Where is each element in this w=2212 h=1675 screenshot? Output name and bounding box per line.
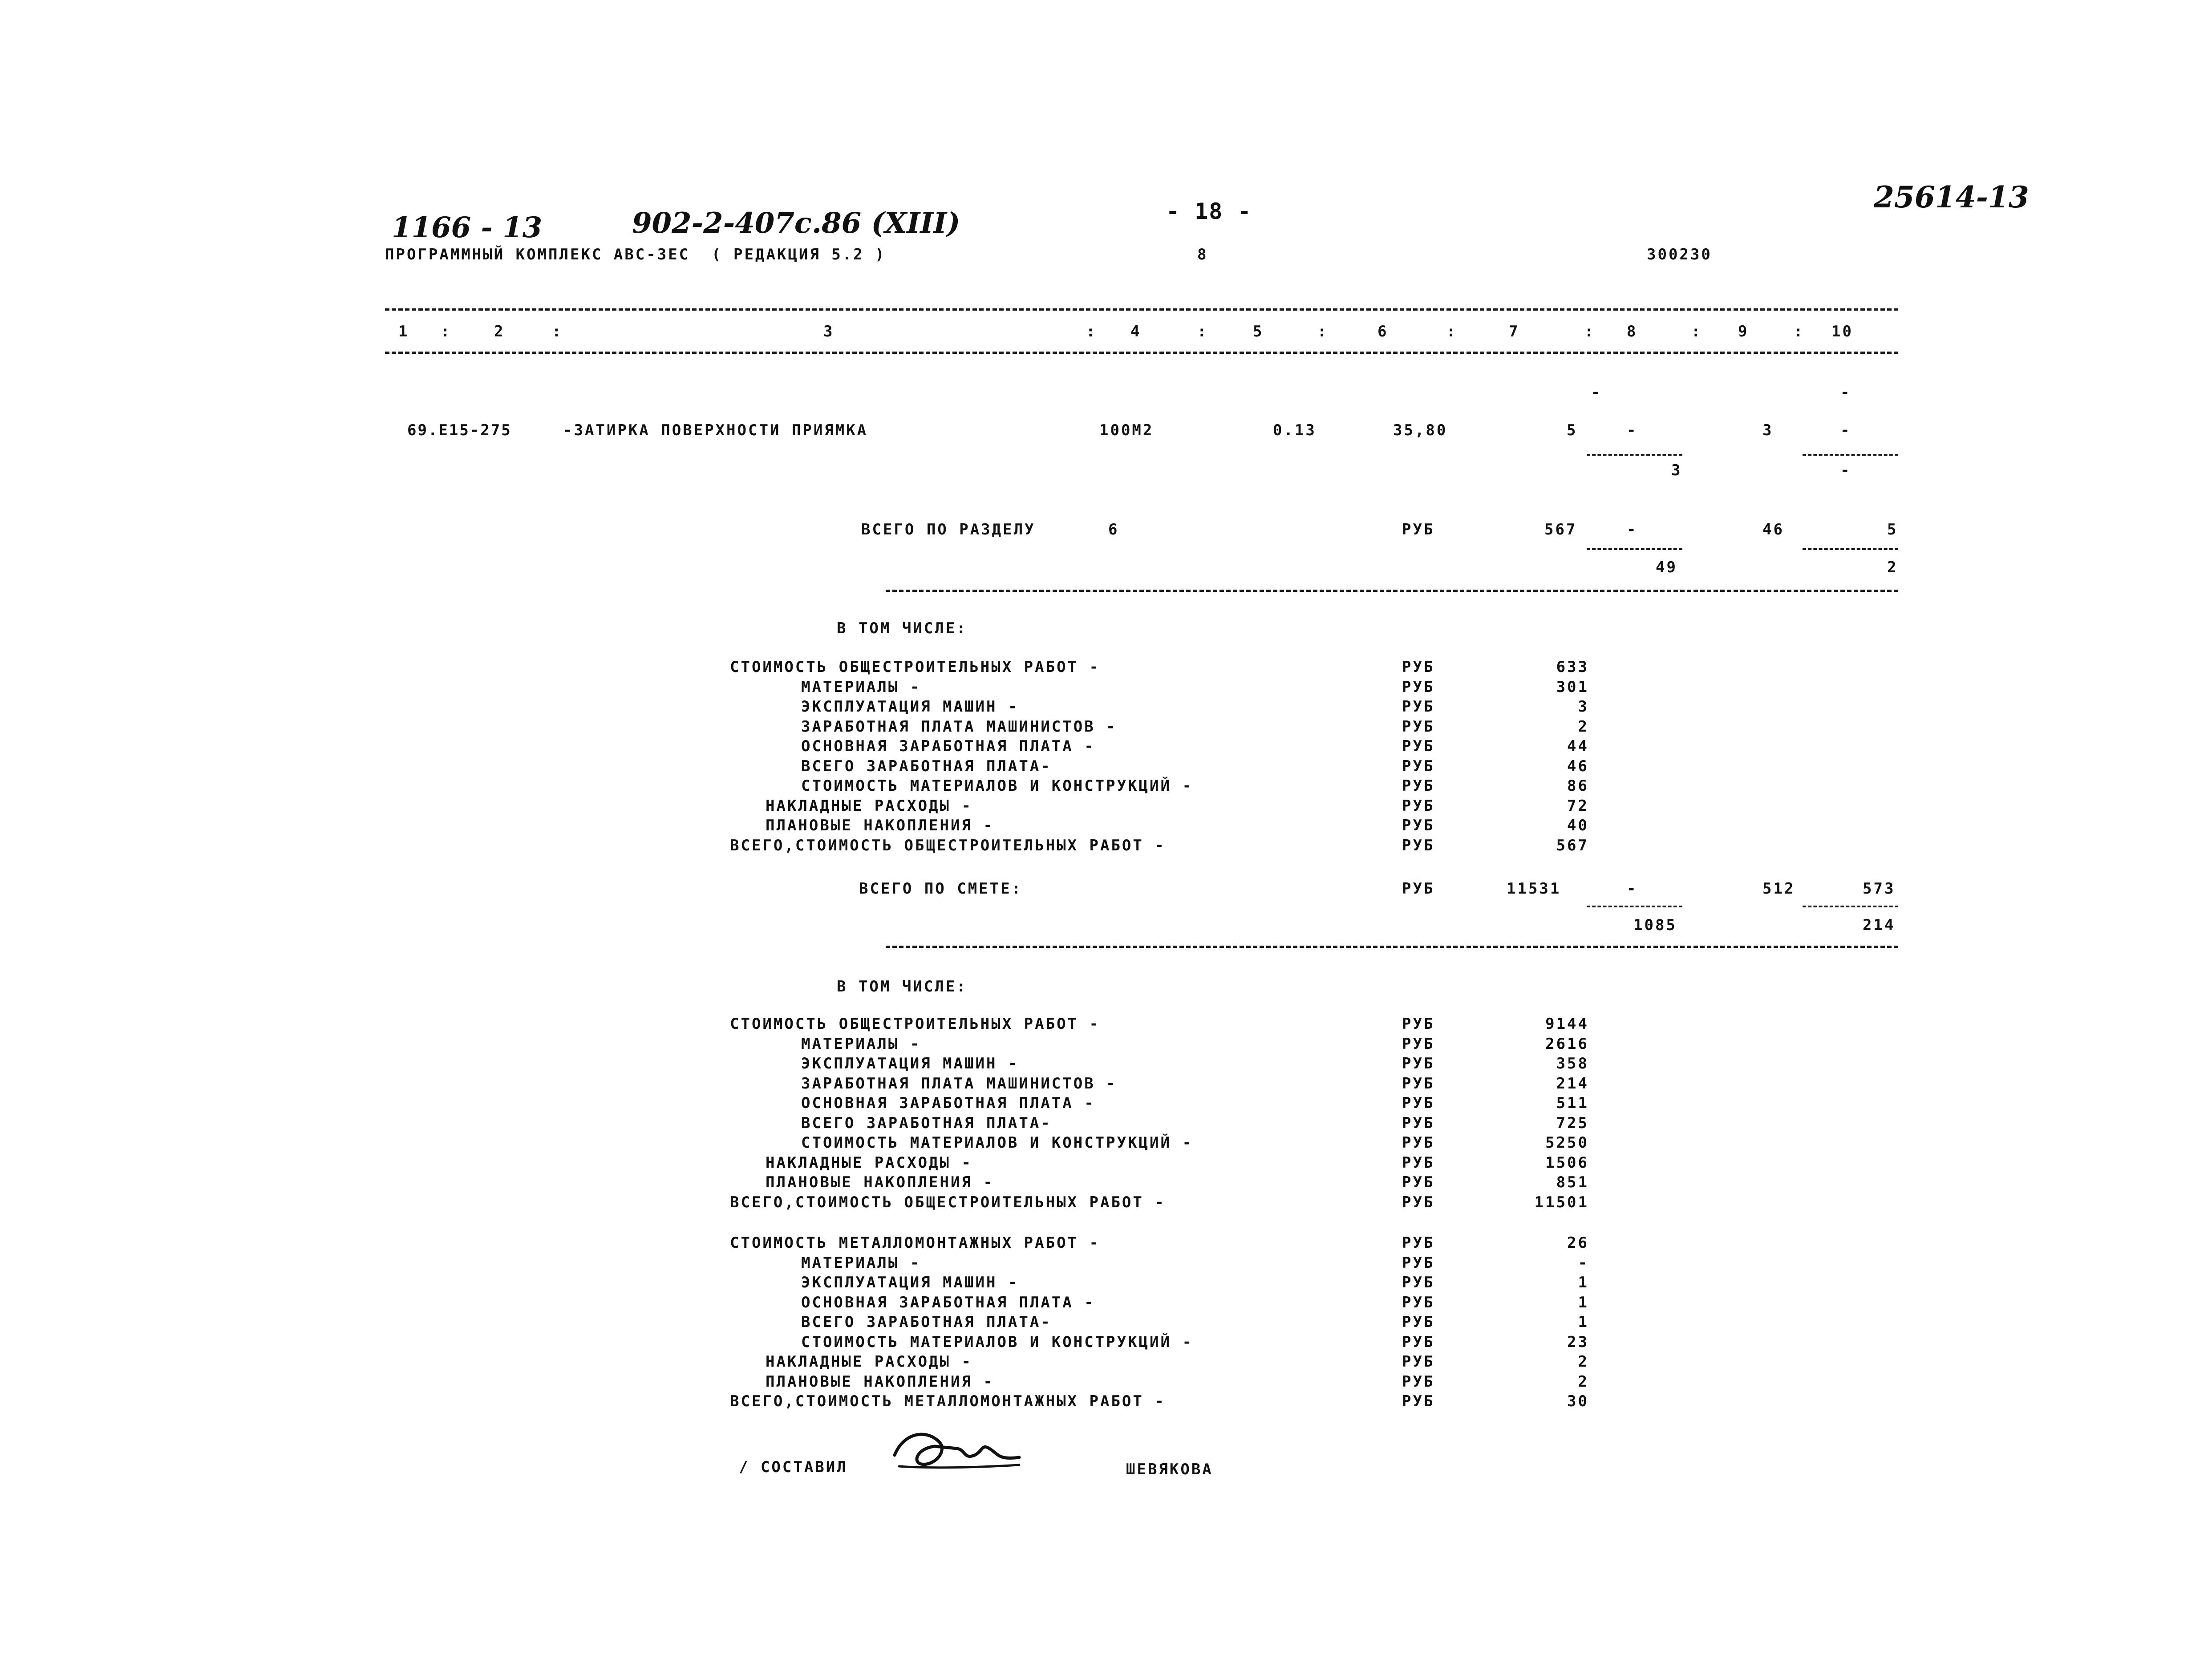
line-label: СТОИМОСТЬ МЕТАЛЛОМОНТАЖНЫХ РАБОТ - [730, 1234, 1100, 1252]
item-col8: - [1627, 421, 1638, 439]
section-total-col10-bottom: 2 [1887, 558, 1898, 576]
line-value: 1506 [1545, 1154, 1589, 1172]
line-value: 2 [1578, 1353, 1589, 1371]
line-unit: РУБ [1402, 1392, 1435, 1410]
line-unit: РУБ [1402, 698, 1435, 716]
line-value: 40 [1567, 817, 1589, 834]
line-unit: РУБ [1402, 658, 1435, 676]
col-4: 4 [1130, 323, 1142, 340]
line-unit: РУБ [1402, 1114, 1435, 1132]
line-label: ЗАРАБОТНАЯ ПЛАТА МАШИНИСТОВ - [801, 1075, 1117, 1092]
line-value: 567 [1556, 837, 1589, 854]
header-bottom-rule [385, 352, 1898, 354]
item-col8-bottom: 3 [1671, 461, 1682, 479]
line-unit: РУБ [1402, 678, 1435, 696]
breakdown-1-heading: В ТОМ ЧИСЛЕ: [837, 619, 968, 637]
line-label: СТОИМОСТЬ ОБЩЕСТРОИТЕЛЬНЫХ РАБОТ - [730, 658, 1100, 676]
line-value: 301 [1556, 678, 1589, 696]
compiled-by-label: / СОСТАВИЛ [739, 1458, 848, 1476]
item-col9: 3 [1762, 421, 1774, 439]
line-unit: РУБ [1402, 1134, 1435, 1152]
compiler-name: ШЕВЯКОВА [1126, 1461, 1213, 1478]
line-label: СТОИМОСТЬ МАТЕРИАЛОВ И КОНСТРУКЦИЙ - [801, 1134, 1193, 1152]
line-label: МАТЕРИАЛЫ - [801, 1035, 921, 1053]
line-value: 11501 [1534, 1194, 1589, 1211]
section-total-value: 567 [1544, 521, 1577, 538]
line-unit: РУБ [1402, 1194, 1435, 1211]
line-value: 1 [1578, 1274, 1589, 1291]
handwritten-project-code: 902-2-407с.86 (XIII) [632, 206, 960, 240]
line-unit: РУБ [1402, 777, 1435, 795]
line-unit: РУБ [1402, 1294, 1435, 1311]
line-label: ЗАРАБОТНАЯ ПЛАТА МАШИНИСТОВ - [801, 718, 1117, 736]
line-value: 214 [1556, 1075, 1589, 1092]
line-label: ОСНОВНАЯ ЗАРАБОТНАЯ ПЛАТА - [801, 1294, 1095, 1311]
line-label: ВСЕГО ЗАРАБОТНАЯ ПЛАТА- [801, 1114, 1052, 1132]
col-2: 2 [494, 323, 505, 340]
item-unit: 100М2 [1099, 421, 1154, 439]
line-unit: РУБ [1402, 1154, 1435, 1172]
section-total-col10: 5 [1887, 521, 1898, 538]
program-title: ПРОГРАММНЫЙ КОМПЛЕКС АВС-ЗЕС ( РЕДАКЦИЯ 5.2 ) [385, 246, 886, 263]
line-unit: РУБ [1402, 797, 1435, 815]
estimate-total-unit: РУБ [1402, 880, 1435, 898]
col-8: 8 [1627, 323, 1638, 340]
document-code: 300230 [1647, 246, 1712, 263]
col-9: 9 [1738, 323, 1749, 340]
header-top-rule [385, 308, 1898, 311]
line-label: НАКЛАДНЫЕ РАСХОДЫ - [766, 797, 972, 815]
handwritten-sheet-ref: 1166 - 13 [392, 211, 543, 244]
line-value: 9144 [1545, 1015, 1589, 1033]
line-unit: РУБ [1402, 1373, 1435, 1391]
estimate-rule [886, 946, 1898, 948]
line-label: ВСЕГО ЗАРАБОТНАЯ ПЛАТА- [801, 1313, 1052, 1331]
line-label: ЭКСПЛУАТАЦИЯ МАШИН - [801, 1055, 1019, 1072]
line-label: ВСЕГО,СТОИМОСТЬ ОБЩЕСТРОИТЕЛЬНЫХ РАБОТ - [730, 1194, 1166, 1211]
section-total-unit: РУБ [1402, 521, 1435, 538]
line-label: МАТЕРИАЛЫ - [801, 1254, 921, 1272]
line-value: 44 [1567, 737, 1589, 755]
col-7: 7 [1509, 323, 1520, 340]
sheet-index: 8 [1197, 246, 1208, 263]
breakdown-2-heading: В ТОМ ЧИСЛЕ: [837, 978, 968, 995]
line-unit: РУБ [1402, 1254, 1435, 1272]
estimate-page: 1166 - 13 902-2-407с.86 (XIII) 25614-13 - 18 - ПРОГРАММНЫЙ КОМПЛЕКС АВС-ЗЕС ( РЕДАКЦИЯ 5.2 ) 8 300230 1 2 3 4 5 6 7 8 9 10 : : : : : : : : : - - 69.Е15-275 -ЗАТИРКА ПОВЕРХНОСТИ ПРИЯМКА 100М2 0.13 35,80 5 - 3 - 3 - ВСЕГО ПО РАЗДЕЛУ 6 РУБ 567 - 46 5 49 2 В ТОМ ЧИСЛЕ: СТОИМОСТЬ ОБЩЕСТРОИТЕЛЬНЫХ РАБОТ - РУБ 633 МАТЕРИАЛЫ - РУБ 301 ЭКСПЛУАТАЦИЯ МАШИН - РУБ 3 ЗАРАБОТНАЯ ПЛАТА МАШИНИСТОВ - РУБ 2 ОСНОВНАЯ ЗАРАБОТНАЯ ПЛАТА - РУБ 44 ВСЕГО ЗАРАБОТНАЯ ПЛАТА- РУБ 46 СТОИМОСТЬ МАТЕРИАЛОВ И КОНСТРУКЦИЙ - РУБ 86 НАКЛАДНЫЕ РАСХОДЫ - РУБ 72 ПЛАНОВЫЕ НАКОПЛЕНИЯ - РУБ 40 ВСЕГО,СТОИМОСТЬ ОБЩЕСТРОИТЕЛЬНЫХ РАБОТ - РУБ 567 ВСЕГО ПО СМЕТЕ: РУБ 11531 - 512 573 1085 214 В ТОМ ЧИСЛЕ: СТОИМОСТЬ ОБЩЕСТРОИТЕЛЬНЫХ РАБОТ - РУБ 9144 МАТЕРИАЛЫ - РУБ 2616 ЭКСПЛУАТАЦИЯ МАШИН - РУБ 358 ЗАРАБОТНАЯ ПЛАТА МАШИНИСТОВ - РУБ 214 ОСНОВНАЯ ЗАРАБОТНАЯ ПЛАТА - РУБ 511 ВСЕГО ЗАРАБОТНАЯ ПЛАТА- РУБ 725 СТОИМОСТЬ МАТЕРИАЛОВ И КОНСТРУКЦИЙ - РУБ 5250 НАКЛАДНЫЕ РАСХОДЫ - РУБ 1506 ПЛАНОВЫЕ НАКОПЛЕНИЯ - РУБ 851 ВСЕГО,СТОИМОСТЬ ОБЩЕСТРОИТЕЛЬНЫХ РАБОТ - РУБ 11501 СТОИМОСТЬ МЕТАЛЛОМОНТАЖНЫХ РАБОТ - РУБ 26 МАТЕРИАЛЫ - РУБ - ЭКСПЛУАТАЦИЯ МАШИН - РУБ 1 ОСНОВНАЯ ЗАРАБОТНАЯ ПЛАТА - РУБ 1 ВСЕГО ЗАРАБОТНАЯ ПЛАТА- РУБ 1 СТОИМОСТЬ МАТЕРИАЛОВ И КОНСТРУКЦИЙ - РУБ 23 НАКЛАДНЫЕ РАСХОДЫ - РУБ 2 ПЛАНОВЫЕ НАКОПЛЕНИЯ - РУБ 2 ВСЕГО,СТОИМОСТЬ МЕТАЛЛОМОНТАЖНЫХ РАБОТ - РУБ 30 / СОСТАВИЛ ШЕВЯКОВА [385, 180, 2029, 1478]
line-label: ЭКСПЛУАТАЦИЯ МАШИН - [801, 1274, 1019, 1291]
line-unit: РУБ [1402, 1173, 1435, 1191]
item-unit-price: 35,80 [1393, 421, 1448, 439]
estimate-total-col10: 573 [1863, 880, 1896, 898]
line-label: ЭКСПЛУАТАЦИЯ МАШИН - [801, 698, 1019, 716]
col-6: 6 [1377, 323, 1389, 340]
line-value: 725 [1556, 1114, 1589, 1132]
line-unit: РУБ [1402, 1075, 1435, 1092]
line-label: ОСНОВНАЯ ЗАРАБОТНАЯ ПЛАТА - [801, 1094, 1095, 1112]
line-unit: РУБ [1402, 718, 1435, 736]
line-unit: РУБ [1402, 1035, 1435, 1053]
line-unit: РУБ [1402, 737, 1435, 755]
line-unit: РУБ [1402, 817, 1435, 834]
page-number: - 18 - [1166, 198, 1252, 224]
line-value: 72 [1567, 797, 1589, 815]
line-value: 358 [1556, 1055, 1589, 1072]
line-label: ПЛАНОВЫЕ НАКОПЛЕНИЯ - [766, 1173, 994, 1191]
line-value: 26 [1567, 1234, 1589, 1252]
section-total-col8: - [1627, 521, 1638, 538]
col-5: 5 [1253, 323, 1264, 340]
line-unit: РУБ [1402, 757, 1435, 775]
section-total-col9: 46 [1762, 521, 1784, 538]
line-value: 2 [1578, 718, 1589, 736]
section-rule [886, 590, 1898, 592]
line-label: ОСНОВНАЯ ЗАРАБОТНАЯ ПЛАТА - [801, 737, 1095, 755]
col-10: 10 [1831, 323, 1853, 340]
item-code: 69.Е15-275 [407, 421, 512, 439]
line-unit: РУБ [1402, 1274, 1435, 1291]
handwritten-archive-number: 25614-13 [1874, 180, 2029, 214]
line-value: 46 [1567, 757, 1589, 775]
line-label: МАТЕРИАЛЫ - [801, 678, 921, 696]
item-total: 5 [1567, 421, 1578, 439]
estimate-total-col9: 512 [1762, 880, 1795, 898]
line-label: НАКЛАДНЫЕ РАСХОДЫ - [766, 1353, 972, 1371]
line-value: 1 [1578, 1313, 1589, 1331]
line-value: 2616 [1545, 1035, 1589, 1053]
item-col8-top: - [1591, 384, 1602, 401]
line-label: ВСЕГО ЗАРАБОТНАЯ ПЛАТА- [801, 757, 1052, 775]
line-label: ПЛАНОВЫЕ НАКОПЛЕНИЯ - [766, 817, 994, 834]
line-unit: РУБ [1402, 1234, 1435, 1252]
line-value: 511 [1556, 1094, 1589, 1112]
item-quantity: 0.13 [1273, 421, 1317, 439]
line-value: 30 [1567, 1392, 1589, 1410]
line-unit: РУБ [1402, 1353, 1435, 1371]
line-unit: РУБ [1402, 1094, 1435, 1112]
line-label: СТОИМОСТЬ МАТЕРИАЛОВ И КОНСТРУКЦИЙ - [801, 777, 1193, 795]
section-total-number: 6 [1108, 521, 1119, 538]
line-value: 3 [1578, 698, 1589, 716]
estimate-total-label: ВСЕГО ПО СМЕТЕ: [859, 880, 1023, 898]
col-1: 1 [398, 323, 409, 340]
line-unit: РУБ [1402, 1313, 1435, 1331]
estimate-total-col8-bottom: 1085 [1633, 916, 1677, 934]
item-col10: - [1840, 421, 1851, 439]
line-value: 1 [1578, 1294, 1589, 1311]
item-col10-top: - [1840, 384, 1851, 401]
line-label: НАКЛАДНЫЕ РАСХОДЫ - [766, 1154, 972, 1172]
item-description: -ЗАТИРКА ПОВЕРХНОСТИ ПРИЯМКА [563, 421, 868, 439]
line-unit: РУБ [1402, 1055, 1435, 1072]
line-unit: РУБ [1402, 1015, 1435, 1033]
line-label: ПЛАНОВЫЕ НАКОПЛЕНИЯ - [766, 1373, 994, 1391]
section-total-label: ВСЕГО ПО РАЗДЕЛУ [861, 521, 1036, 538]
signature-image [886, 1424, 1028, 1477]
line-label: СТОИМОСТЬ ОБЩЕСТРОИТЕЛЬНЫХ РАБОТ - [730, 1015, 1100, 1033]
line-label: ВСЕГО,СТОИМОСТЬ ОБЩЕСТРОИТЕЛЬНЫХ РАБОТ - [730, 837, 1166, 854]
estimate-total-col10-bottom: 214 [1863, 916, 1896, 934]
line-label: ВСЕГО,СТОИМОСТЬ МЕТАЛЛОМОНТАЖНЫХ РАБОТ - [730, 1392, 1166, 1410]
item-col10-bottom: - [1840, 461, 1851, 479]
line-value: 633 [1556, 658, 1589, 676]
estimate-total-col8: - [1627, 880, 1638, 898]
estimate-total-value: 11531 [1507, 880, 1561, 898]
line-value: 2 [1578, 1373, 1589, 1391]
line-value: 851 [1556, 1173, 1589, 1191]
col-3: 3 [823, 323, 835, 340]
line-label: СТОИМОСТЬ МАТЕРИАЛОВ И КОНСТРУКЦИЙ - [801, 1333, 1193, 1351]
line-unit: РУБ [1402, 837, 1435, 854]
line-value: 5250 [1545, 1134, 1589, 1152]
line-value: - [1578, 1254, 1589, 1272]
line-value: 86 [1567, 777, 1589, 795]
line-value: 23 [1567, 1333, 1589, 1351]
section-total-col8-bottom: 49 [1656, 558, 1677, 576]
line-unit: РУБ [1402, 1333, 1435, 1351]
